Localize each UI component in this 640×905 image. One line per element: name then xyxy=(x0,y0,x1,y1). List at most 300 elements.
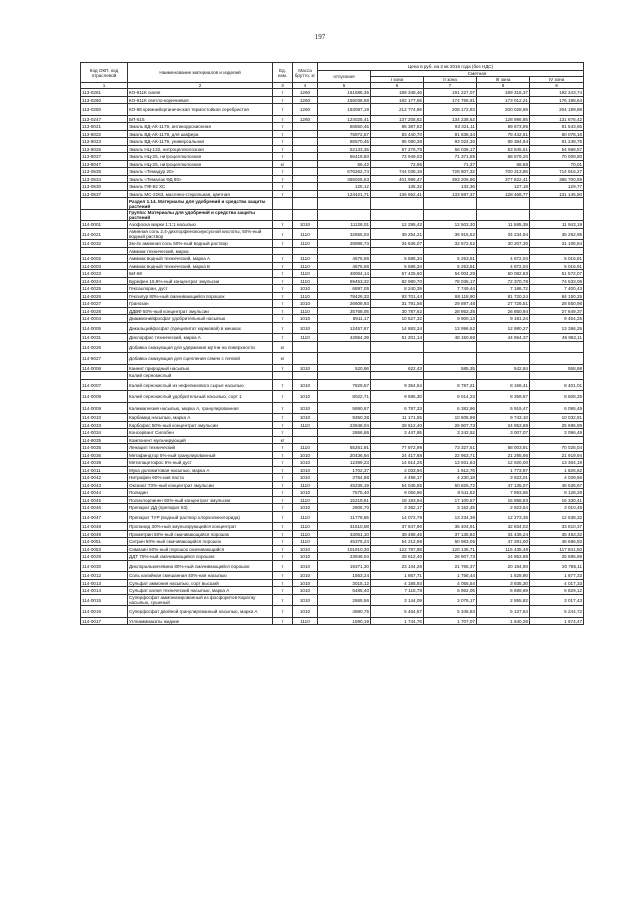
item-code: 114-0014 xyxy=(81,587,128,595)
item-code: 114-0002 xyxy=(81,255,128,263)
item-name: КО-88 кремнийорганическая термостойкая серебристая xyxy=(128,104,273,116)
zone-2-price: 32 572,52 xyxy=(424,240,477,248)
release-price: 193097,19 xyxy=(318,104,371,116)
item-code: 114-0013 xyxy=(81,579,128,587)
item-mass: 1010 xyxy=(293,285,318,293)
table-row xyxy=(81,451,584,459)
item-mass xyxy=(293,436,318,444)
zone-2-price: 3 242,52 xyxy=(424,429,477,437)
item-name: Препарат ТУР (водный раствор хлорхолинхлорида) xyxy=(128,511,273,523)
item-name: КО-811К светло-коричневая xyxy=(128,96,273,104)
item-code: 114-0011 xyxy=(81,466,128,474)
release-price: 365025,63 xyxy=(318,175,371,183)
table-row xyxy=(81,436,584,444)
column-number: 5 xyxy=(318,83,371,89)
zone-3-price: 173 012,21 xyxy=(477,96,530,104)
item-unit: т xyxy=(273,138,293,146)
table-row xyxy=(81,168,584,176)
zone-4-price: 6 095,49 xyxy=(530,402,584,414)
table-row xyxy=(81,364,584,372)
item-code: 113-8022 xyxy=(81,130,128,138)
zone-3-price xyxy=(477,247,530,255)
header-mass: Масса брутто, кг xyxy=(293,63,318,83)
column-number: 9 xyxy=(530,83,584,89)
item-mass: 1110 xyxy=(293,444,318,452)
table-row xyxy=(81,292,584,300)
release-price xyxy=(318,372,371,380)
zone-4-price: 3 010,48 xyxy=(530,504,584,512)
item-unit: т xyxy=(273,594,293,606)
zone-4-price: 48 536,67 xyxy=(530,481,584,489)
item-code: 114-0051 xyxy=(81,538,128,546)
zone-1-price: 37 647,90 xyxy=(371,523,424,531)
release-price: 101910,30 xyxy=(318,545,371,553)
zone-2-price: 1 707,07 xyxy=(424,617,477,625)
item-unit: т xyxy=(273,530,293,538)
item-name: Карбамид насыпью, марка А xyxy=(128,414,273,422)
item-unit: т xyxy=(273,606,293,618)
release-price xyxy=(318,341,371,353)
zone-3-price xyxy=(477,198,530,210)
item-mass xyxy=(293,183,318,191)
zone-2-price: 7 749,44 xyxy=(424,285,477,293)
zone-4-price: 54 968,57 xyxy=(530,145,584,153)
table-row xyxy=(81,104,584,116)
table-row xyxy=(81,247,584,255)
table-row xyxy=(81,444,584,452)
item-unit: т xyxy=(273,504,293,512)
release-price: 4675,66 xyxy=(318,262,371,270)
zone-2-price xyxy=(424,198,477,210)
zone-2-price: 120 135,71 xyxy=(424,545,477,553)
item-mass xyxy=(293,175,318,183)
header-zone-3: III зона xyxy=(477,77,530,83)
item-mass xyxy=(293,190,318,198)
item-unit: т xyxy=(273,451,293,459)
release-price: 66,42 xyxy=(318,160,371,168)
item-mass: 1010 xyxy=(293,364,318,372)
item-code: 114-0027 xyxy=(81,300,128,308)
item-mass: 1010 xyxy=(293,545,318,553)
item-code: 114-9035 xyxy=(81,436,128,444)
zone-3-price: 68 003,91 xyxy=(477,444,530,452)
table-row xyxy=(81,153,584,161)
table-row xyxy=(81,429,584,437)
zone-2-price xyxy=(424,436,477,444)
table-row xyxy=(81,262,584,270)
zone-2-price: 17 100,57 xyxy=(424,496,477,504)
zone-2-price: 8 511,62 xyxy=(424,489,477,497)
item-name: Углеаммиакаты жидкие xyxy=(128,617,273,625)
item-code: 114-0042 xyxy=(81,474,128,482)
item-code: 113-0535 xyxy=(81,168,128,176)
item-mass: 1010 xyxy=(293,587,318,595)
column-number: 8 xyxy=(477,83,530,89)
release-price: 1563,24 xyxy=(318,572,371,580)
release-price: 19371,30 xyxy=(318,560,371,572)
zone-4-price: 1 674,47 xyxy=(530,617,584,625)
item-name: Калимагнезия насыпью, марка А, гранулированная xyxy=(128,402,273,414)
zone-4-price xyxy=(530,341,584,353)
zone-1-price: 136 652,41 xyxy=(371,190,424,198)
item-mass: 1010 xyxy=(293,322,318,334)
item-name: Сульфат калия технический насыпью, марка А xyxy=(128,587,273,595)
item-mass: 1110 xyxy=(293,334,318,342)
item-unit: т xyxy=(273,123,293,131)
zone-4-price: 28 550,98 xyxy=(530,300,584,308)
item-code: 113-8021 xyxy=(81,123,128,131)
zone-4-price: 176 198,64 xyxy=(530,96,584,104)
item-mass: 1110 xyxy=(293,530,318,538)
zone-3-price: 2 955,82 xyxy=(477,594,530,606)
item-code: 113-0250 xyxy=(81,104,128,116)
zone-1-price: 135,32 xyxy=(371,183,424,191)
item-unit: т xyxy=(273,459,293,467)
item-code: 114-0035 xyxy=(81,444,128,452)
zone-1-price: 3 447,95 xyxy=(371,429,424,437)
zone-3-price: 1 640,29 xyxy=(477,617,530,625)
item-code: 114-0025 xyxy=(81,285,128,293)
item-unit: т xyxy=(273,145,293,153)
zone-1-price: 18 183,94 xyxy=(371,496,424,504)
item-name: Раздел 1.14. Материалы для удобрений и средства защиты растений xyxy=(128,198,273,210)
table-row xyxy=(81,285,584,293)
item-name: Компонент мульчирующий xyxy=(128,436,273,444)
zone-2-price: 174 755,61 xyxy=(424,96,477,104)
item-unit: т xyxy=(273,553,293,561)
table-row xyxy=(81,322,584,334)
item-name: Аммиак водный технический, марка Б xyxy=(128,262,273,270)
zone-1-price: 4 498,17 xyxy=(371,474,424,482)
item-code: 113-8023 xyxy=(81,138,128,146)
item-code: 114-0032 xyxy=(81,240,128,248)
zone-2-price: 6 382,96 xyxy=(424,402,477,414)
zone-4-price: 70 009,80 xyxy=(530,153,584,161)
zone-3-price xyxy=(477,372,530,380)
header-zone-4: IV зона xyxy=(530,77,584,83)
release-price: 3764,88 xyxy=(318,474,371,482)
item-unit: т xyxy=(273,270,293,278)
zone-3-price: 50 082,83 xyxy=(477,270,530,278)
item-unit: т xyxy=(273,221,293,229)
item-mass: 1010 xyxy=(293,379,318,391)
zone-1-price xyxy=(371,247,424,255)
zone-3-price: 12 920,00 xyxy=(477,459,530,467)
item-code: 114-0047 xyxy=(81,511,128,523)
table-row xyxy=(81,530,584,538)
zone-1-price: 83 440,70 xyxy=(371,130,424,138)
zone-3-price: 1 773,87 xyxy=(477,466,530,474)
item-code xyxy=(81,209,128,221)
zone-1-price: 39 488,46 xyxy=(371,530,424,538)
zone-3-price: 377 822,41 xyxy=(477,175,530,183)
zone-2-price: 73 327,51 xyxy=(424,444,477,452)
zone-4-price: 25 695,89 xyxy=(530,553,584,561)
release-price: 676262,74 xyxy=(318,168,371,176)
zone-3-price: 81 720,24 xyxy=(477,292,530,300)
table-row xyxy=(81,579,584,587)
item-name: Аминная соль 2,4-дихлорфеноксиуксусной кислоты, 50%-ный водный раствор xyxy=(128,228,273,240)
item-unit: т xyxy=(273,153,293,161)
item-code: 114-0026 xyxy=(81,292,128,300)
zone-2-price: 26 907,73 xyxy=(424,421,477,429)
zone-1-price: 34 636,07 xyxy=(371,240,424,248)
table-row xyxy=(81,277,584,285)
zone-1-price: 39 254,21 xyxy=(371,228,424,240)
item-mass xyxy=(293,153,318,161)
table-row xyxy=(81,372,584,380)
zone-3-price: 127,19 xyxy=(477,183,530,191)
zone-1-price: 3 144,09 xyxy=(371,594,424,606)
header-price-title: Цена в руб. на 2 кв 2016 года (без НДС) xyxy=(318,63,584,71)
item-name: КО-811К синяя xyxy=(128,89,273,97)
zone-2-price: 50 983,05 xyxy=(424,538,477,546)
item-name: Аммиак водный технический, марка А xyxy=(128,255,273,263)
header-zone-2: II зона xyxy=(424,77,477,83)
table-row xyxy=(81,421,584,429)
item-unit: т xyxy=(273,489,293,497)
item-code: 114-0043 xyxy=(81,481,128,489)
item-mass: 1110 xyxy=(293,262,318,270)
zone-2-price: 13 234,36 xyxy=(424,511,477,523)
release-price xyxy=(318,353,371,365)
item-code: 114-0028 xyxy=(81,307,128,315)
page-number: 197 xyxy=(314,33,326,41)
zone-2-price: 22 963,71 xyxy=(424,451,477,459)
item-unit: кг xyxy=(273,160,293,168)
item-name: ДДВФ 50%-ный концентрат эмульсии xyxy=(128,307,273,315)
item-unit: т xyxy=(273,168,293,176)
zone-1-price: 1 867,71 xyxy=(371,572,424,580)
item-code: 114-0031 xyxy=(81,334,128,342)
item-code: 114-0046 xyxy=(81,504,128,512)
item-name: Прометрин 50%-ный смачивающийся порошок xyxy=(128,530,273,538)
table-row xyxy=(81,183,584,191)
item-code: 114-0034 xyxy=(81,429,128,437)
item-code: 114-0010 xyxy=(81,414,128,422)
table-row xyxy=(81,466,584,474)
zone-2-price: 56 036,17 xyxy=(424,145,477,153)
release-price: 48064,14 xyxy=(318,270,371,278)
release-price xyxy=(318,436,371,444)
zone-4-price: 74 533,09 xyxy=(530,277,584,285)
item-code: 114-0004 xyxy=(81,315,128,323)
zone-3-price: 7 893,56 xyxy=(477,489,530,497)
item-unit: т xyxy=(273,255,293,263)
item-mass: 1010 xyxy=(293,606,318,618)
zone-2-price: 36 915,52 xyxy=(424,228,477,240)
table-row xyxy=(81,130,584,138)
item-mass: 1110 xyxy=(293,481,318,489)
item-name: Дикальцийфосфат (преципитат кормовой) в мешках xyxy=(128,322,273,334)
release-price: 11778,65 xyxy=(318,511,371,523)
header-code: Код ОКП, код отраслевой xyxy=(81,63,128,83)
zone-1-price: 5 586,34 xyxy=(371,262,424,270)
item-code: 114-0030 xyxy=(81,560,128,572)
item-mass: 1110 xyxy=(293,538,318,546)
zone-1-price: 182 177,55 xyxy=(371,96,424,104)
zone-4-price: 8 608,25 xyxy=(530,391,584,403)
item-unit: т xyxy=(273,402,293,414)
release-price: 8911,17 xyxy=(318,315,371,323)
item-mass: 1110 xyxy=(293,421,318,429)
zone-4-price: 13 304,19 xyxy=(530,459,584,467)
item-code: 114-0008 xyxy=(81,391,128,403)
item-mass: 1010 xyxy=(293,451,318,459)
zone-2-price: 93 024,30 xyxy=(424,138,477,146)
zone-3-price: 21 295,95 xyxy=(477,451,530,459)
zone-2-price: 5 346,83 xyxy=(424,606,477,618)
item-code: 114-0005 xyxy=(81,322,128,334)
column-number: 1 xyxy=(81,83,128,89)
item-mass: 1010 xyxy=(293,560,318,572)
zone-4-price xyxy=(530,198,584,210)
table-row xyxy=(81,553,584,561)
zone-4-price: 10 032,81 xyxy=(530,414,584,422)
table-row xyxy=(81,414,584,422)
zone-2-price: 132,36 xyxy=(424,183,477,191)
release-price: 6897,05 xyxy=(318,285,371,293)
zone-4-price: 31 105,54 xyxy=(530,240,584,248)
item-name: Метафиндтор 5%-ный гранулированный xyxy=(128,451,273,459)
zone-1-price: 31 791,56 xyxy=(371,300,424,308)
release-price: 161688,35 xyxy=(318,89,371,97)
table-row xyxy=(81,504,584,512)
zone-1-price: 9 354,54 xyxy=(371,379,424,391)
table-row xyxy=(81,379,584,391)
release-price: 2805,70 xyxy=(318,504,371,512)
item-unit: т xyxy=(273,496,293,504)
release-price: 69453,32 xyxy=(318,277,371,285)
item-mass: 1010 xyxy=(293,579,318,587)
column-number: 4 xyxy=(293,83,318,89)
zone-1-price: 82 980,70 xyxy=(371,277,424,285)
price-table xyxy=(80,62,584,625)
release-price: 65261,91 xyxy=(318,444,371,452)
release-price: 28988,73 xyxy=(318,240,371,248)
column-number: 7 xyxy=(424,83,477,89)
release-price xyxy=(318,198,371,210)
zone-1-price: 72 949,03 xyxy=(371,153,424,161)
zone-3-price: 6 689,69 xyxy=(477,587,530,595)
table-row xyxy=(81,474,584,482)
item-mass xyxy=(293,247,318,255)
release-price: 75972,57 xyxy=(318,130,371,138)
table-row xyxy=(81,160,584,168)
zone-1-price: 5 464,87 xyxy=(371,606,424,618)
release-price: 7575,40 xyxy=(318,489,371,497)
item-unit: т xyxy=(273,190,293,198)
zone-4-price: 33 810,37 xyxy=(530,523,584,531)
zone-3-price: 32 834,02 xyxy=(477,523,530,531)
zone-2-price: 1 912,76 xyxy=(424,466,477,474)
zone-2-price: 3 152,45 xyxy=(424,504,477,512)
item-mass xyxy=(293,130,318,138)
zone-1-price xyxy=(371,372,424,380)
zone-2-price: 88 118,90 xyxy=(424,292,477,300)
item-mass: 1110 xyxy=(293,617,318,625)
zone-1-price: 6 787,33 xyxy=(371,402,424,414)
release-price: 52133,35 xyxy=(318,145,371,153)
item-name: Эмаль «Темадур 20» xyxy=(128,168,273,176)
zone-1-price: 4 185,93 xyxy=(371,579,424,587)
zone-3-price: 26 850,94 xyxy=(477,307,530,315)
item-unit: т xyxy=(273,444,293,452)
item-code: 114-0003 xyxy=(81,262,128,270)
zone-4-price: 8 401,01 xyxy=(530,379,584,391)
zone-1-price: 14 883,34 xyxy=(371,322,424,334)
item-code: 114-0048 xyxy=(81,523,128,531)
item-name: Аммиак технический, марка xyxy=(128,247,273,255)
release-price: 23948,04 xyxy=(318,553,371,561)
zone-2-price: 585,35 xyxy=(424,364,477,372)
table-row xyxy=(81,594,584,606)
item-unit: т xyxy=(273,322,293,334)
table-row xyxy=(81,240,584,248)
item-name: Группа: Материалы для удобрений и средства защиты растений xyxy=(128,209,273,221)
zone-3-price: 3 923,01 xyxy=(477,474,530,482)
item-name: Симазин 50%-ный порошок смачивающийся xyxy=(128,545,273,553)
zone-3-price xyxy=(477,436,530,444)
zone-3-price xyxy=(477,209,530,221)
item-unit: т xyxy=(273,175,293,183)
zone-3-price: 47 135,07 xyxy=(477,481,530,489)
zone-4-price: 9 454,25 xyxy=(530,315,584,323)
zone-2-price: 37 135,82 xyxy=(424,530,477,538)
release-price: 1590,19 xyxy=(318,617,371,625)
item-mass: 1110 xyxy=(293,240,318,248)
item-mass: 1110 xyxy=(293,496,318,504)
zone-3-price: 7 186,72 xyxy=(477,285,530,293)
zone-3-price: 27 726,51 xyxy=(477,300,530,308)
table-row xyxy=(81,489,584,497)
zone-1-price: 1 744,76 xyxy=(371,617,424,625)
item-unit: т xyxy=(273,391,293,403)
item-mass xyxy=(293,341,318,353)
zone-1-price: 54 045,85 xyxy=(371,481,424,489)
item-unit xyxy=(273,247,293,255)
zone-2-price: 4 230,18 xyxy=(424,474,477,482)
table-row xyxy=(81,300,584,308)
zone-4-price: 16 330,41 xyxy=(530,496,584,504)
item-code: 114-0039 xyxy=(81,459,128,467)
release-price: 4675,66 xyxy=(318,255,371,263)
zone-4-price: 70 025,04 xyxy=(530,444,584,452)
item-mass: 1010 xyxy=(293,315,318,323)
release-price: 20436,94 xyxy=(318,451,371,459)
item-code: 113-8047 xyxy=(81,160,128,168)
item-unit: т xyxy=(273,379,293,391)
zone-3-price: 20 184,90 xyxy=(477,560,530,572)
zone-4-price: 11 943,19 xyxy=(530,221,584,229)
table-row xyxy=(81,89,584,97)
zone-1-price: 11 171,55 xyxy=(371,414,424,422)
release-price: 32855,03 xyxy=(318,228,371,240)
zone-1-price xyxy=(371,436,424,444)
release-price: 2866,86 xyxy=(318,429,371,437)
table-row xyxy=(81,334,584,342)
item-code: 114-9027 xyxy=(81,353,128,365)
release-price: 2865,56 xyxy=(318,594,371,606)
item-unit: т xyxy=(273,277,293,285)
item-code: 114-0009 xyxy=(81,402,128,414)
zone-3-price: 34 234,94 xyxy=(477,228,530,240)
zone-3-price xyxy=(477,353,530,365)
item-name: Нитрафен 60%-ная паста xyxy=(128,474,273,482)
item-mass: 1260 xyxy=(293,89,318,97)
zone-1-price: 28 612,40 xyxy=(371,421,424,429)
item-mass xyxy=(293,138,318,146)
